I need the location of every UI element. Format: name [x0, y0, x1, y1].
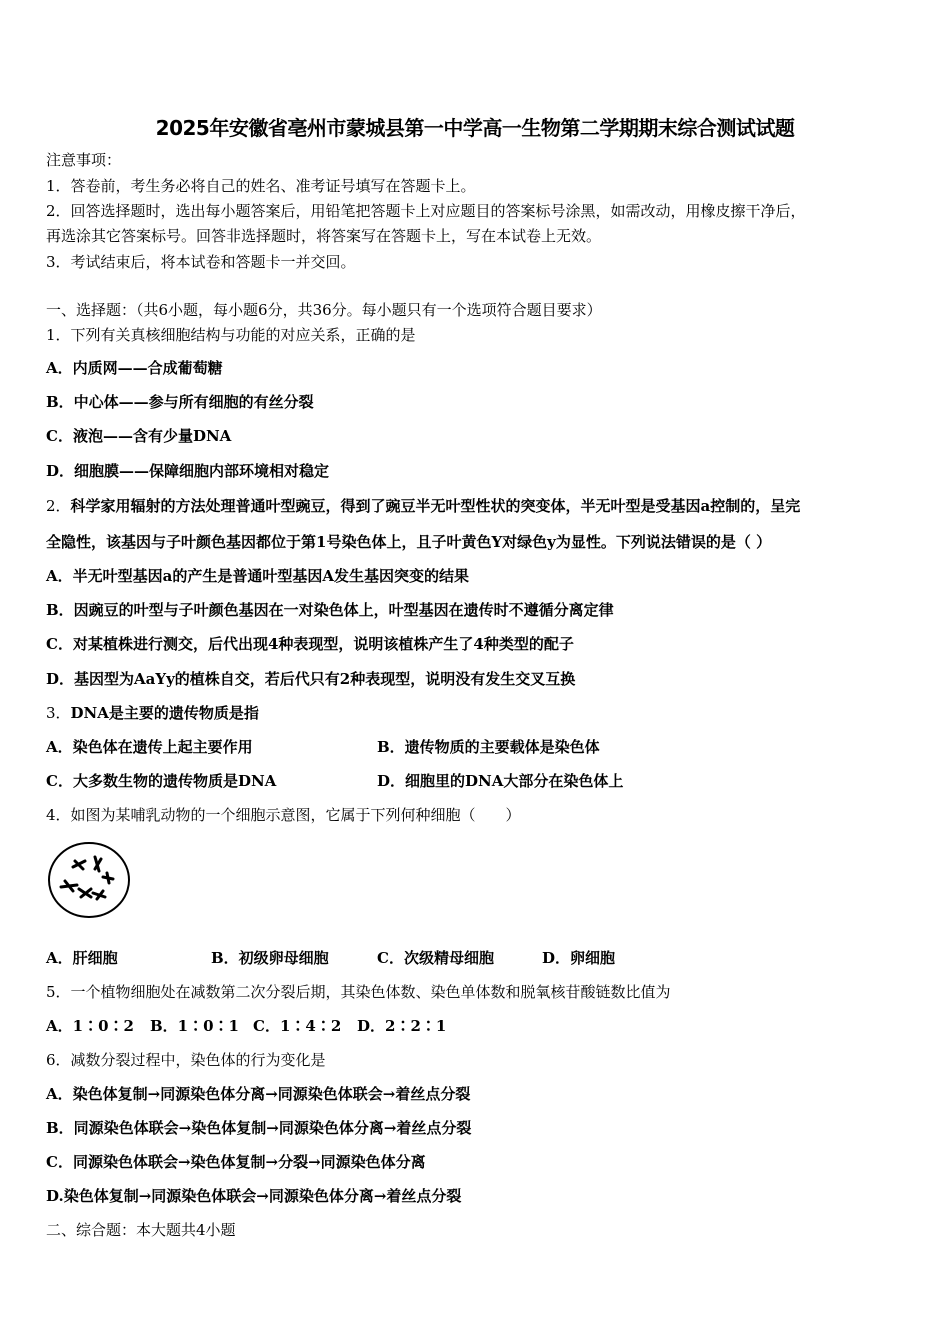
question-3 [46, 703, 259, 723]
q1-option-a: A．内质网——合成葡萄糖 [46, 359, 223, 377]
q3-option-b: B．遗传物质的主要载体是染色体 [377, 738, 600, 756]
q3-option-a: A．染色体在遗传上起主要作用 [46, 738, 253, 756]
q2-option-a: A．半无叶型基因a的产生是普通叶型基因A发生基因突变的结果 [46, 567, 469, 585]
question-number: 3． [46, 704, 71, 722]
q4-option-c: C．次级精母细胞 [377, 949, 494, 967]
q2-option-c: C．对某植株进行测交，后代出现4种表现型，说明该植株产生了4种类型的配子 [46, 635, 574, 653]
chromosome [107, 873, 109, 883]
question-stem: 如图为某哺乳动物的一个细胞示意图，它属于下列何种细胞（ ） [70, 806, 521, 824]
question-number: 4． [46, 806, 71, 824]
q5-option-a: A．1∶0∶2 [46, 1017, 134, 1035]
question-stem: 减数分裂过程中，染色体的行为变化是 [70, 1051, 326, 1069]
q5-option-d: D．2∶2∶1 [357, 1017, 447, 1035]
chromosomes [61, 857, 113, 899]
q5-option-c: C．1∶4∶2 [253, 1017, 342, 1035]
q5-option-b: B．1∶0∶1 [150, 1017, 239, 1035]
q1-option-c: C．液泡——含有少量DNA [46, 427, 232, 445]
q6-option-c: C．同源染色体联会→染色体复制→分裂→同源染色体分离 [46, 1153, 426, 1171]
q4-option-d: D．卵细胞 [542, 949, 616, 967]
question-number: 1． [46, 326, 71, 344]
page-title: 2025年安徽省亳州市蒙城县第一中学高一生物第二学期期末综合测试试题 [155, 116, 795, 140]
notice-heading: 注意事项： [46, 151, 122, 169]
notice-item-2b: 再选涂其它答案标号。回答非选择题时，将答案写在答题卡上，写在本试卷上无效。 [46, 227, 602, 245]
notice-item-3: 3．考试结束后，将本试卷和答题卡一并交回。 [46, 253, 356, 271]
section-2-heading: 二、综合题：本大题共4小题 [46, 1221, 236, 1239]
question-number: 6． [46, 1051, 71, 1069]
question-6 [46, 1050, 326, 1070]
cell-diagram-figure [47, 841, 131, 919]
q6-option-b: B．同源染色体联会→染色体复制→同源染色体分离→着丝点分裂 [46, 1119, 472, 1137]
section-1-heading: 一、选择题：（共6小题，每小题6分，共36分。每小题只有一个选项符合题目要求） [46, 301, 602, 319]
question-2-line-2: 全隐性，该基因与子叶颜色基因都位于第1号染色体上，且子叶黄色Y对绿色y为显性。下列说法错误的是（ ） [46, 533, 772, 551]
question-4 [46, 805, 521, 825]
q1-option-b: B．中心体——参与所有细胞的有丝分裂 [46, 393, 314, 411]
notice-item-1: 1．答卷前，考生务必将自己的姓名、准考证号填写在答题卡上。 [46, 177, 476, 195]
q6-option-d: D.染色体复制→同源染色体联会→同源染色体分离→着丝点分裂 [46, 1187, 462, 1205]
q3-option-c: C．大多数生物的遗传物质是DNA [46, 772, 277, 790]
question-stem: 下列有关真核细胞结构与功能的对应关系，正确的是 [70, 326, 416, 344]
q3-option-d: D．细胞里的DNA大部分在染色体上 [377, 772, 624, 790]
question-stem: 一个植物细胞处在减数第二次分裂后期，其染色体数、染色单体数和脱氧核苷酸链数比值为 [70, 983, 671, 1001]
q4-option-b: B．初级卵母细胞 [211, 949, 329, 967]
question-number: 5． [46, 983, 71, 1001]
q6-option-a: A．染色体复制→同源染色体分离→同源染色体联会→着丝点分裂 [46, 1085, 471, 1103]
q1-option-d: D．细胞膜——保障细胞内部环境相对稳定 [46, 462, 330, 480]
question-number: 2． [46, 497, 71, 515]
question-stem: 科学家用辐射的方法处理普通叶型豌豆，得到了豌豆半无叶型性状的突变体，半无叶型是受基因a控制的，呈完 [70, 497, 801, 515]
notice-item-2a: 2．回答选择题时，选出每小题答案后，用铅笔把答题卡上对应题目的答案标号涂黑，如需改动，用橡皮擦干净后， [46, 202, 806, 220]
question-5 [46, 982, 671, 1002]
q4-option-a: A．肝细胞 [46, 949, 118, 967]
q2-option-b: B．因豌豆的叶型与子叶颜色基因在一对染色体上，叶型基因在遗传时不遵循分离定律 [46, 601, 614, 619]
question-2-line-1 [46, 496, 800, 516]
question-stem: DNA是主要的遗传物质是指 [70, 704, 259, 722]
cell-membrane [49, 843, 129, 917]
question-1 [46, 325, 416, 345]
q2-option-d: D．基因型为AaYy的植株自交，若后代只有2种表现型，说明没有发生交叉互换 [46, 670, 576, 688]
